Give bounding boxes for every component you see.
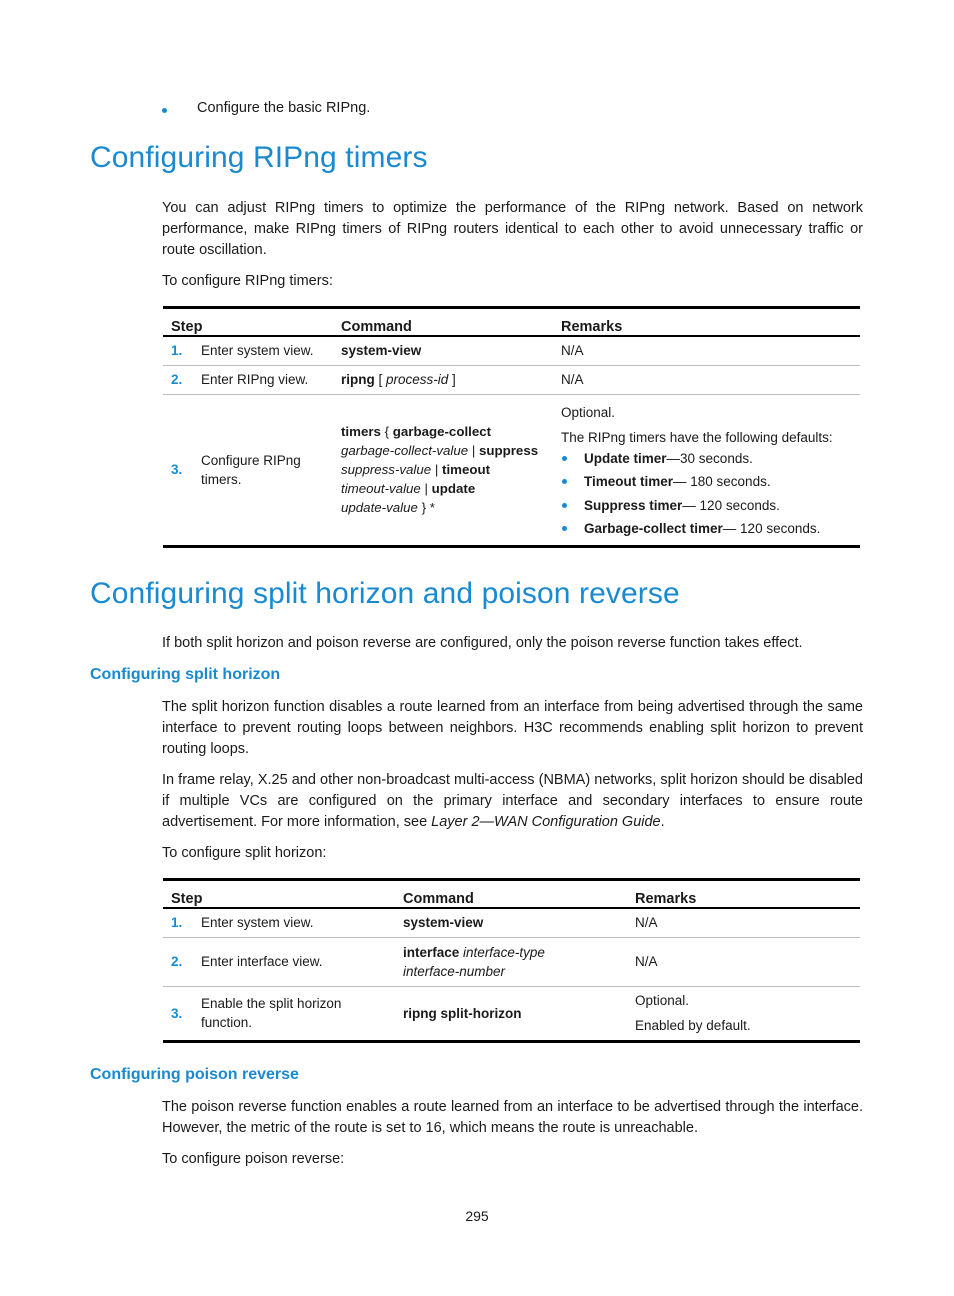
command-keyword: update <box>431 481 476 496</box>
step-text: Enter RIPng view. <box>193 365 333 394</box>
col-header-command: Command <box>395 880 627 909</box>
step-number: 2. <box>163 937 193 986</box>
subsection-title-poison-reverse: Configuring poison reverse <box>90 1066 299 1083</box>
ripng-timers-table <box>163 306 860 548</box>
col-header-command: Command <box>333 308 553 337</box>
timer-value: —30 seconds. <box>666 450 753 466</box>
step-text: Enter system view. <box>193 336 333 365</box>
list-item <box>561 494 852 518</box>
split-horizon-lead: To configure split horizon: <box>162 845 327 861</box>
step-number: 3. <box>163 394 193 546</box>
command-brace: { <box>380 424 393 439</box>
command-argument: garbage-collect-value <box>341 443 469 458</box>
command-argument: interface-type <box>463 944 545 960</box>
timer-value: — 120 seconds. <box>722 521 821 536</box>
remark-text: N/A <box>553 336 860 365</box>
remark-optional: Optional. <box>635 993 690 1008</box>
command-bracket: ] <box>448 372 456 387</box>
step-number: 3. <box>163 986 193 1041</box>
step-text: Enter system view. <box>193 908 395 937</box>
col-header-step: Step <box>163 308 333 337</box>
split-horizon-paragraph-2 <box>162 770 863 833</box>
timer-value: — 120 seconds. <box>682 497 780 513</box>
ripng-timers-lead: To configure RIPng timers: <box>162 273 333 289</box>
para-text: In frame relay, X.25 and other non-broadcast multi-access (NBMA) networks, split horizon should be disabled if multiple VCs are configured on the primary interface and secondary interfaces to ensure route advertisement. For more information, see <box>162 772 863 830</box>
timer-name: Update timer <box>584 450 667 466</box>
command-keyword: ripng split-horizon <box>403 1005 522 1021</box>
timer-name: Garbage-collect timer <box>584 521 723 536</box>
split-horizon-paragraph-1: The split horizon function disables a route learned from an interface from being advertised through the same interface to prevent routing loops between neighbors. H3C recommends enabling split horizon to prevent routing loops. <box>162 699 863 757</box>
table-row <box>163 986 860 1041</box>
table-row <box>163 336 860 365</box>
command-keyword: interface <box>403 944 460 960</box>
section-title-split-horizon-poison: Configuring split horizon and poison reverse <box>90 577 680 610</box>
section2-paragraph: If both split horizon and poison reverse are configured, only the poison reverse function takes effect. <box>162 635 803 651</box>
page-number: 295 <box>465 1208 489 1224</box>
step-number: 1. <box>163 336 193 365</box>
command-separator: | <box>468 443 479 458</box>
command-keyword: timers <box>341 424 381 439</box>
command-keyword: system-view <box>341 343 422 359</box>
remark-intro: The RIPng timers have the following defaults: <box>561 429 833 445</box>
timer-defaults-list <box>561 447 852 541</box>
ripng-timers-paragraph: You can adjust RIPng timers to optimize the performance of the RIPng network. Based on network performance, make RIPng timers of RIPng routers identical to each other to avoid unnecessary traffic or route oscillation. <box>162 200 863 258</box>
intro-bullet-text: Configure the basic RIPng. <box>197 100 371 116</box>
list-item <box>561 447 852 471</box>
col-header-remarks: Remarks <box>553 308 860 337</box>
command-keyword: ripng <box>341 372 375 387</box>
remark-text: N/A <box>553 365 860 394</box>
command-keyword: system-view <box>403 915 484 931</box>
poison-reverse-paragraph: The poison reverse function enables a route learned from an interface to be advertised through the interface. However, the metric of the route is set to 16, which means the route is unreachable. <box>162 1099 863 1136</box>
command-argument: suppress-value <box>341 462 432 477</box>
remark-text: N/A <box>627 937 860 986</box>
command-keyword: suppress <box>478 443 539 458</box>
step-text: Configure RIPng timers. <box>193 394 333 546</box>
timer-name: Timeout timer <box>584 474 674 489</box>
list-item <box>561 470 852 494</box>
remark-text: N/A <box>627 908 860 937</box>
poison-reverse-lead: To configure poison reverse: <box>162 1151 345 1167</box>
step-text: Enter interface view. <box>193 937 395 986</box>
command-separator: | <box>420 481 432 496</box>
section-title-ripng-timers: Configuring RIPng timers <box>90 141 428 174</box>
command-separator: | <box>431 462 443 477</box>
timer-name: Suppress timer <box>584 497 683 513</box>
col-header-remarks: Remarks <box>627 880 860 909</box>
split-horizon-table <box>163 878 860 1043</box>
para-text: . <box>660 814 665 830</box>
table-row <box>163 394 860 546</box>
command-keyword: timeout <box>442 462 491 477</box>
step-number: 2. <box>163 365 193 394</box>
list-item <box>561 517 852 541</box>
table-row <box>163 908 860 937</box>
col-header-step: Step <box>163 880 395 909</box>
subsection-title-split-horizon: Configuring split horizon <box>90 666 281 683</box>
command-bracket: [ <box>374 372 387 387</box>
step-number: 1. <box>163 908 193 937</box>
step-text: Enable the split horizon function. <box>193 986 395 1041</box>
remark-optional: Optional. <box>561 404 616 420</box>
bullet-icon <box>162 108 167 113</box>
command-argument: interface-number <box>403 963 506 979</box>
command-argument: update-value <box>341 500 418 515</box>
command-brace: } * <box>417 500 435 515</box>
guide-reference: Layer 2—WAN Configuration Guide <box>431 814 661 830</box>
command-keyword: garbage-collect <box>392 424 492 439</box>
command-argument: timeout-value <box>341 481 421 496</box>
command-argument: process-id <box>386 372 449 387</box>
table-row <box>163 937 860 986</box>
command-syntax <box>333 394 553 546</box>
remark-default: Enabled by default. <box>635 1018 751 1033</box>
timer-value: — 180 seconds. <box>673 474 771 489</box>
table-row <box>163 365 860 394</box>
